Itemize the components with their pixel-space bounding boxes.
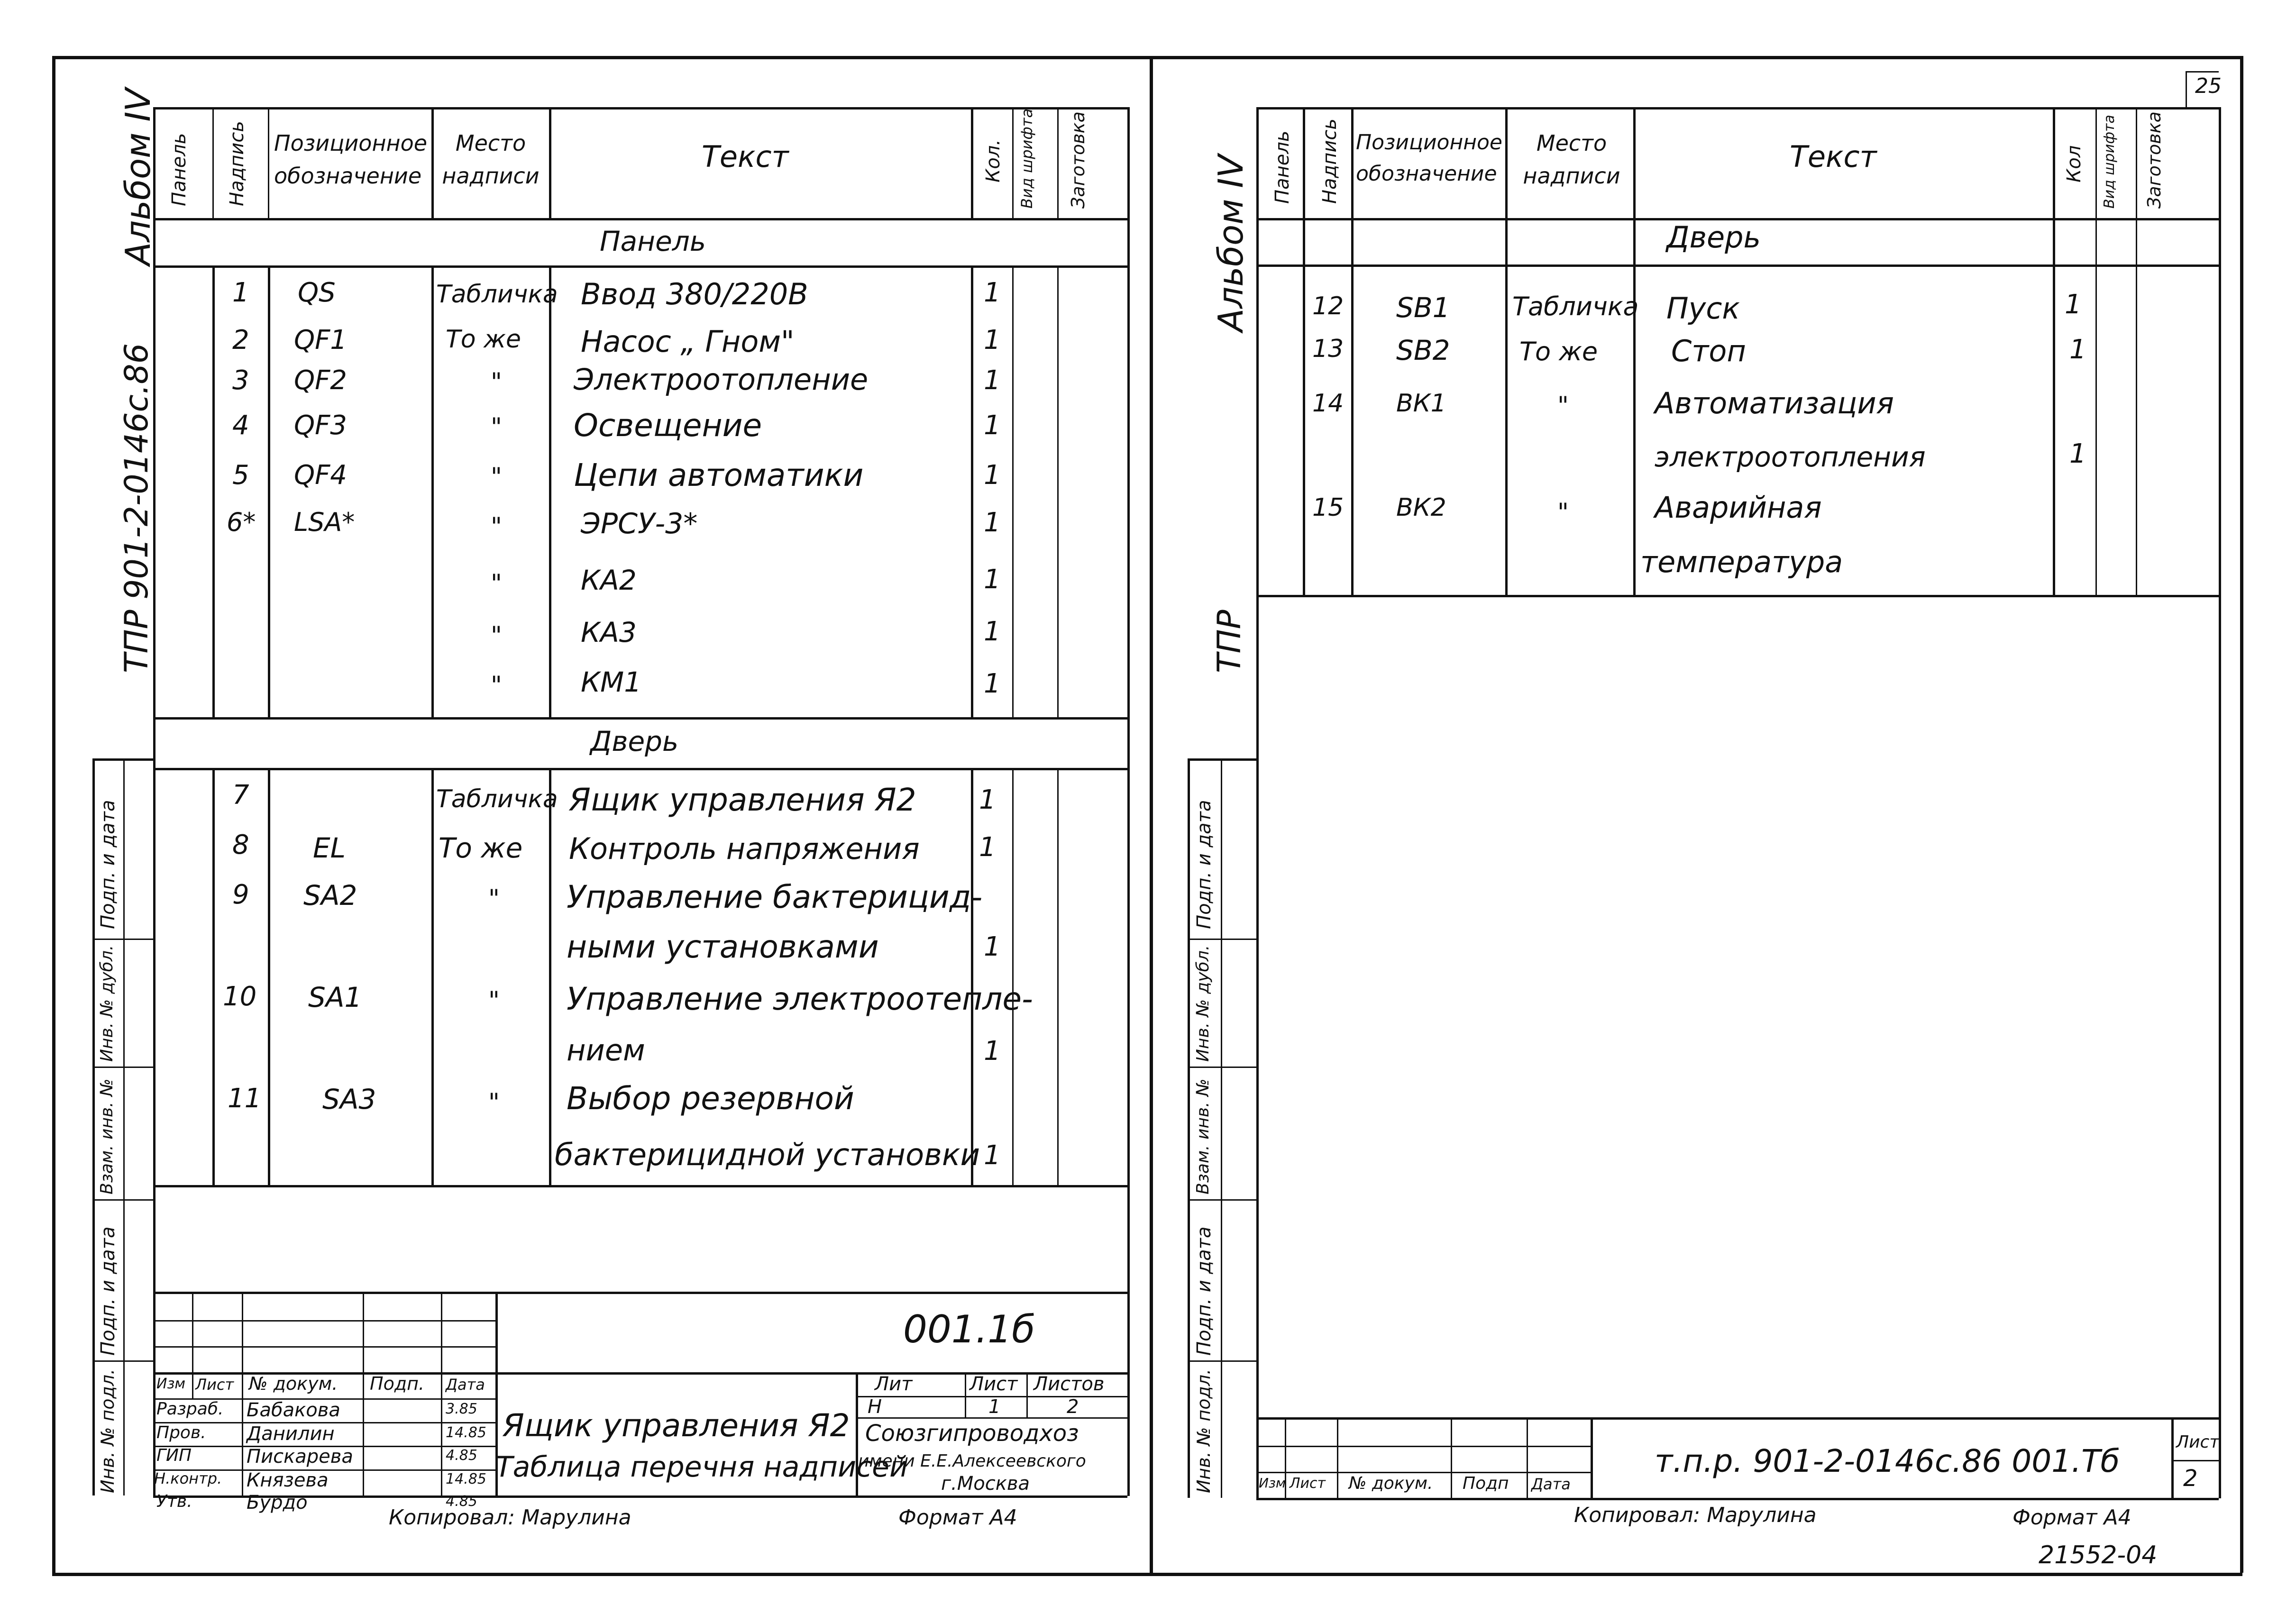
header-font: Вид шрифта	[1018, 108, 1036, 209]
doc-name-2: Таблица перечня надписей	[495, 1450, 908, 1484]
header-blank: Заготовка	[1068, 111, 1089, 209]
doc-code: 001.1б	[903, 1307, 1035, 1351]
copied-by: Копировал: Марулина	[389, 1505, 631, 1530]
section-panel: Панель	[600, 225, 706, 257]
project-code-right: ТПР	[1211, 610, 1248, 673]
header-label: Надпись	[226, 121, 248, 206]
archive-number: 21552-04	[2039, 1541, 2158, 1569]
page-number: 25	[2195, 74, 2222, 98]
album-label: Альбом IV	[118, 88, 158, 265]
header-qty: Кол.	[982, 139, 1004, 182]
album-label-right: Альбом IV	[1211, 155, 1251, 332]
section-door-right: Дверь	[1666, 220, 1761, 255]
header-panel: Панель	[168, 133, 190, 206]
header-text: Текст	[702, 139, 789, 174]
stamp-dup-inv: Инв. № дубл.	[97, 945, 117, 1062]
doc-code-right: т.п.р. 901-2-0146с.86 001.Тб	[1655, 1443, 2120, 1479]
copied-by-right: Копировал: Марулина	[1574, 1503, 1817, 1527]
format-label: Формат А4	[898, 1505, 1017, 1530]
stamp-sign-date-2: Подп. и дата	[97, 1226, 119, 1356]
project-code: ТПР 901-2-0146с.86	[118, 343, 156, 673]
section-door: Дверь	[590, 725, 679, 757]
header-place: Место надписи	[442, 130, 540, 189]
doc-name-1: Ящик управления Я2	[503, 1407, 850, 1444]
stamp-sign-date: Подп. и дата	[97, 800, 119, 929]
stamp-replace-inv: Взам. инв. №	[97, 1078, 117, 1194]
header-position: Позиционное обозначение	[274, 130, 428, 189]
format-label-right: Формат А4	[2012, 1505, 2131, 1530]
stamp-orig-inv: Инв. № подл.	[97, 1368, 118, 1493]
